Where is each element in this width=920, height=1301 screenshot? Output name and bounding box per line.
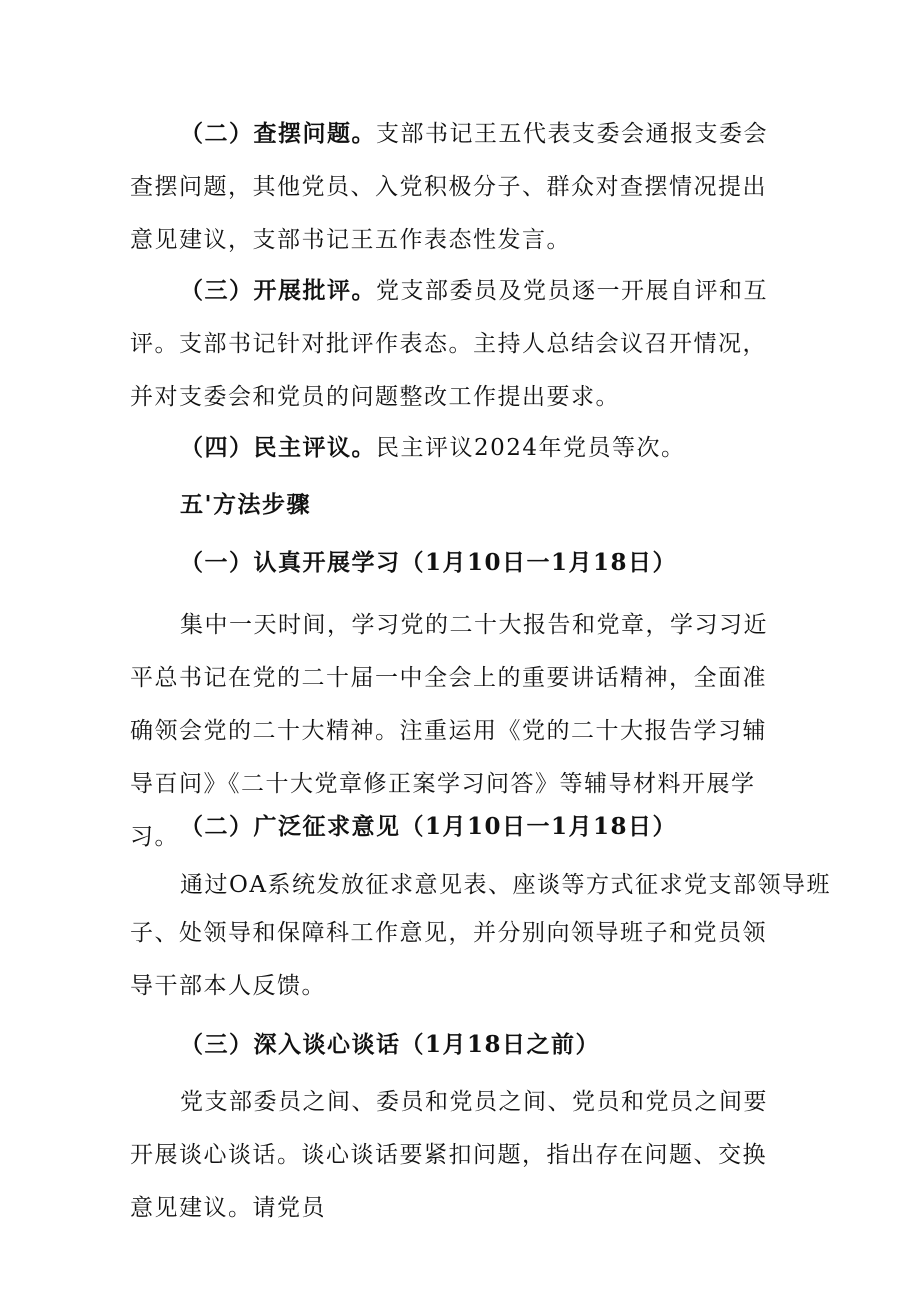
paragraph-criticism (130, 264, 780, 424)
paragraph-heading: （四）民主评议。 (180, 434, 376, 461)
step-heading-study: （一）认真开展学习（1月10日一1月18日） (180, 549, 678, 576)
paragraph-democratic-review (130, 421, 780, 475)
chapter-heading-methods: 五'方法步骤 (180, 491, 312, 518)
paragraph-talks: 党支部委员之间、委员和党员之间、党员和党员之间要开展谈心谈话。谈心谈话要紧扣问题，指出存在问题、交换意见建议。请党员 (130, 1089, 768, 1221)
paragraph-opinions-rest: 子、处领导和保障科工作意见，并分别向领导班子和党员领导干部本人反馈。 (130, 920, 767, 999)
paragraph-heading: （三）开展批评。 (180, 277, 376, 304)
paragraph-opinions-first-line: 通过OA系统发放征求意见表、座谈等方式征求党支部领导班 (180, 872, 831, 898)
paragraph-check-problems (130, 107, 780, 267)
step-heading-talks: （三）深入谈心谈话（1月18日之前） (180, 1031, 601, 1058)
paragraph-body: 支部书记王五代表支委会通报支委会查摆问题，其他党员、入党积极分子、群众对查摆情况提出意见建议，支部书记王五作表态性发言。 (130, 121, 768, 253)
step-heading-opinions: （二）广泛征求意见（1月10日一1月18日） (180, 813, 678, 840)
paragraph-study: 集中一天时间，学习党的二十大报告和党章，学习习近平总书记在党的二十届一中全会上的重要讲话精神，全面准确领会党的二十大精神。注重运用《党的二十大报告学习辅导百问》《二十大党章修正案学习问答》等辅导材料开展学习。 (130, 612, 768, 850)
paragraph-body: 民主评议2024年党员等次。 (376, 435, 686, 461)
paragraph-body: 党支部委员及党员逐一开展自评和互评。支部书记针对批评作表态。主持人总结会议召开情况，并对支委会和党员的问题整改工作提出要求。 (130, 278, 768, 410)
paragraph-heading: （二）查摆问题。 (180, 120, 376, 147)
